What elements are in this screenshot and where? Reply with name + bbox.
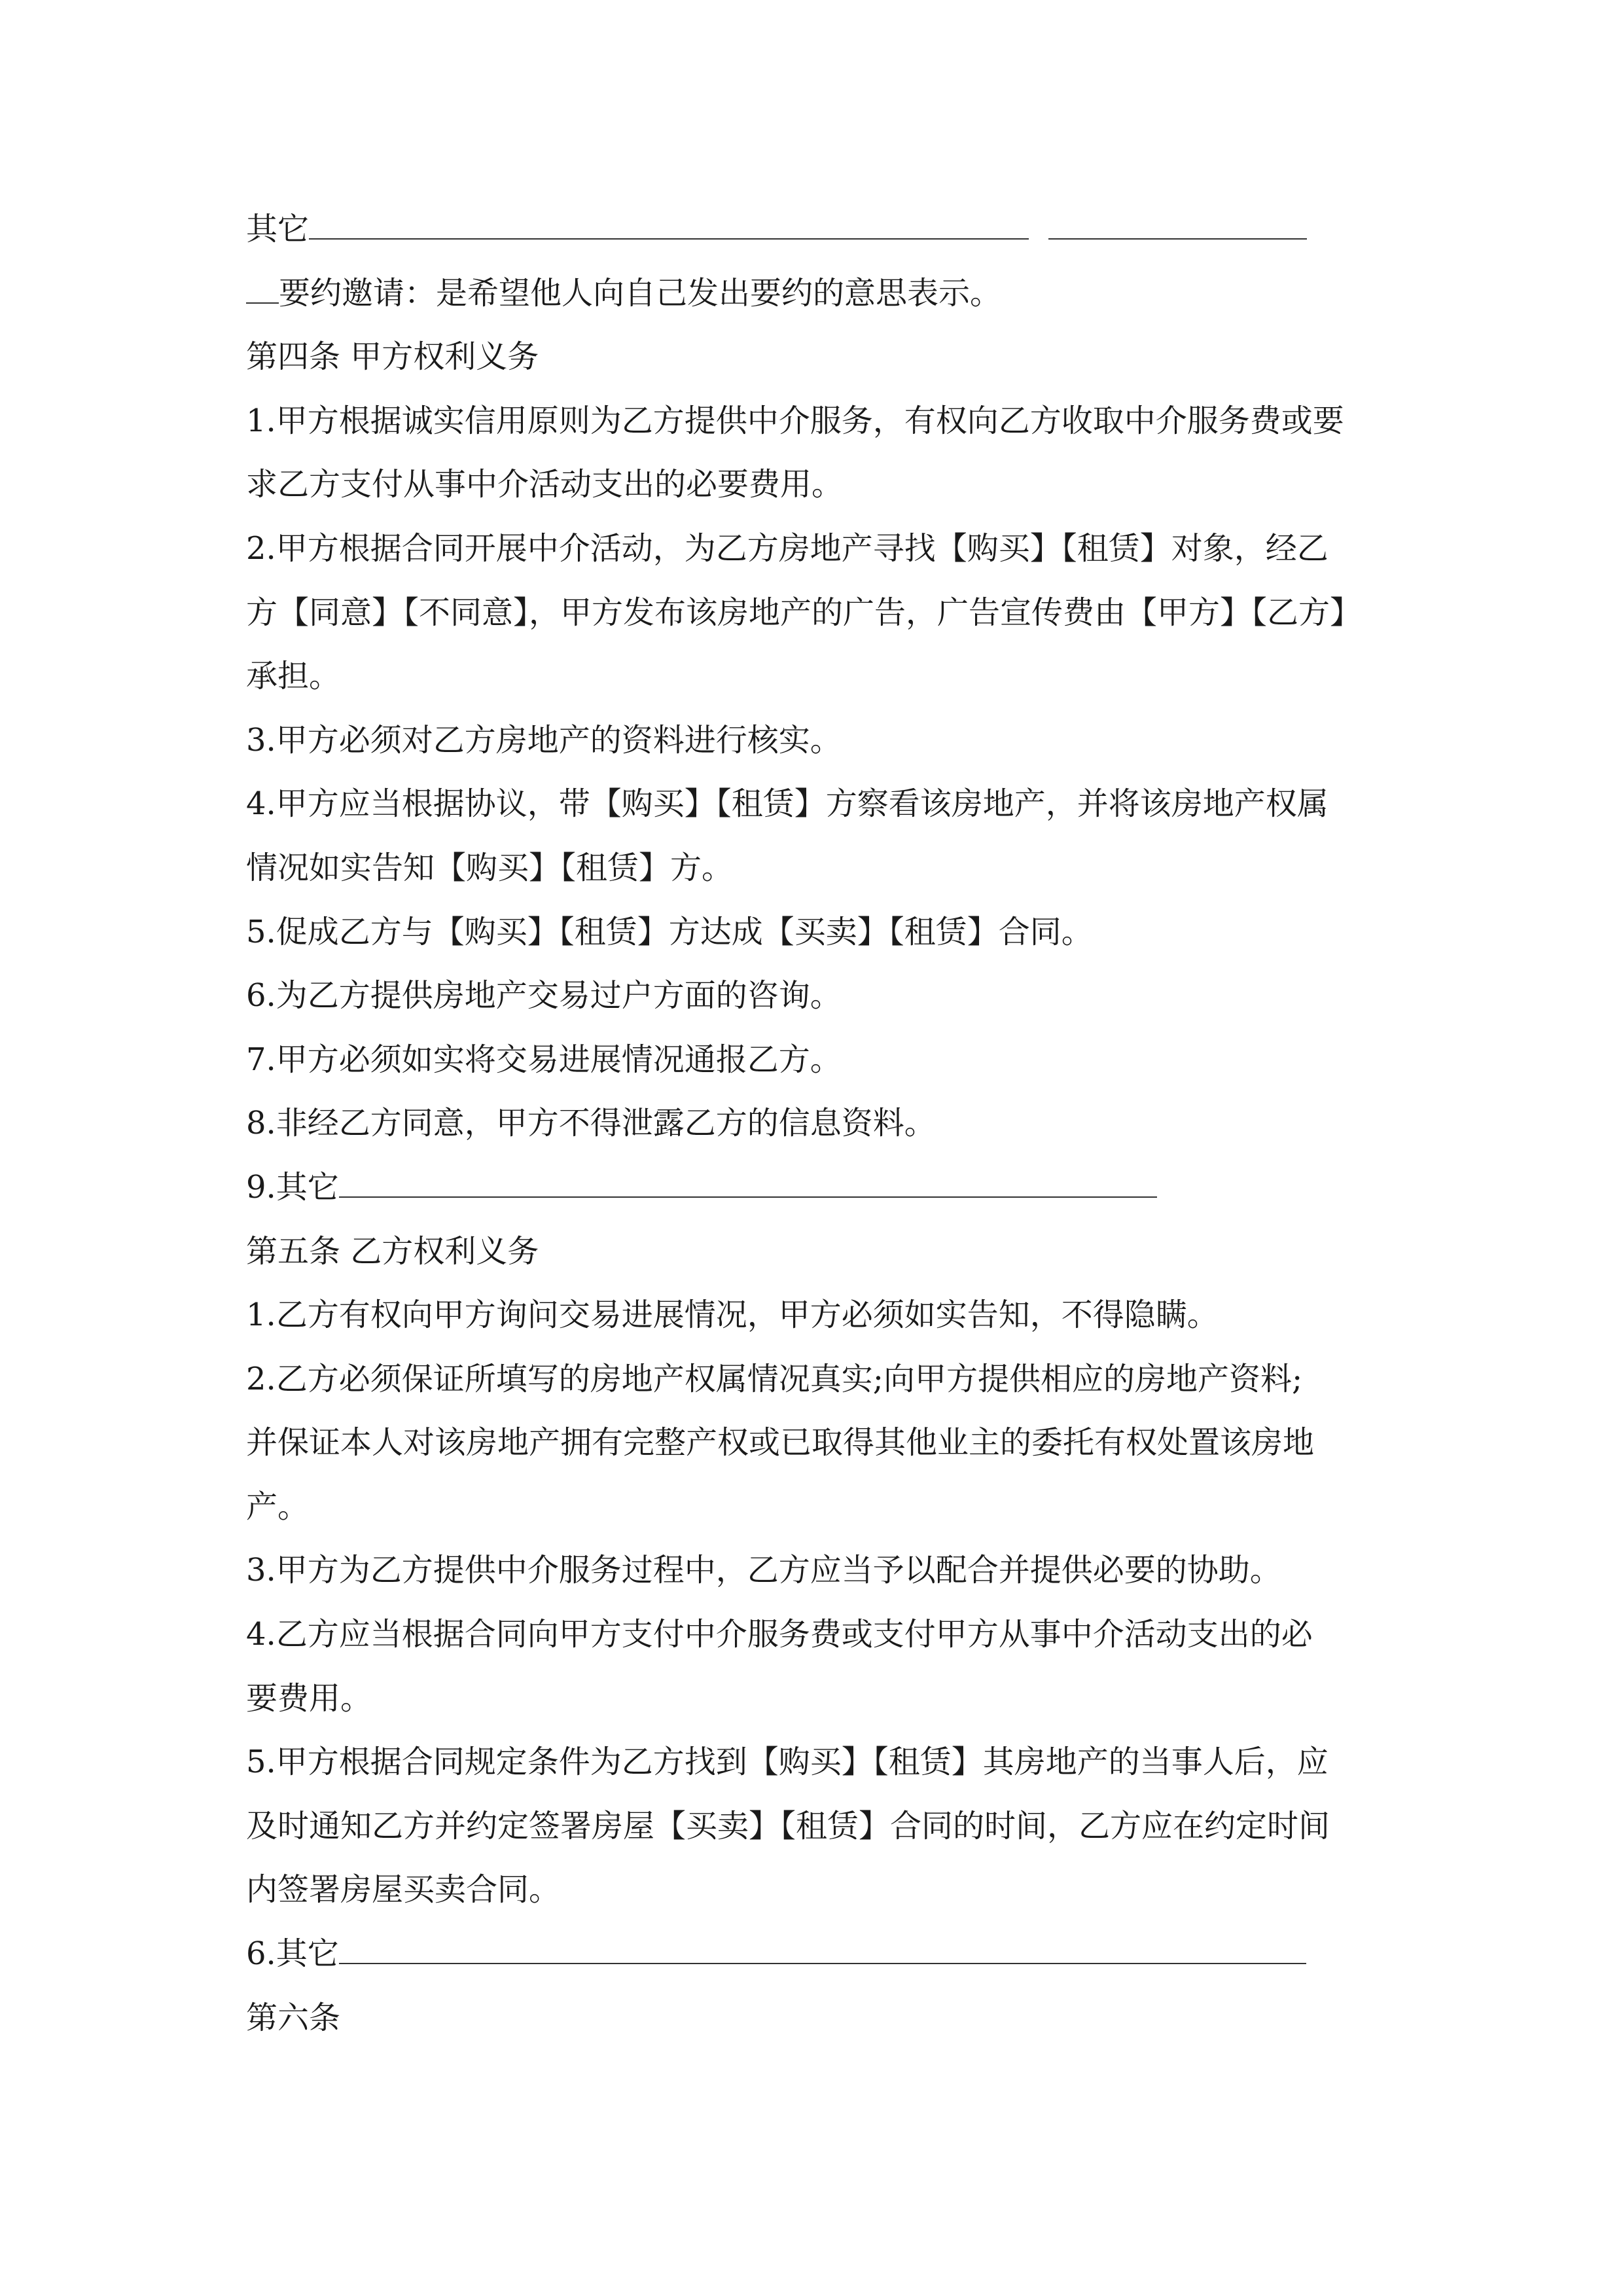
line-text: 4.乙方应当根据合同向甲方支付中介服务费或支付甲方从事中介活动支出的必	[246, 1616, 1313, 1653]
clause-line	[246, 964, 1404, 1028]
line-text: 9.其它	[246, 1168, 339, 1206]
line-text: 2.甲方根据合同开展中介活动，为乙方房地产寻找【购买】【租赁】对象，经乙	[246, 529, 1329, 567]
line-text: 2.乙方必须保证所填写的房地产权属情况真实;向甲方提供相应的房地产资料;	[246, 1360, 1303, 1397]
line-other	[246, 198, 1404, 262]
clause-line	[246, 772, 1404, 836]
line-text: 要约邀请：是希望他人向自己发出要约的意思表示。	[279, 274, 1002, 312]
line-text: 承担。	[246, 658, 341, 695]
clause-line	[246, 453, 1404, 517]
article-4-heading	[246, 325, 1404, 389]
line-text: 其它	[246, 211, 310, 247]
clause-line	[246, 645, 1404, 709]
line-text: 要费用。	[246, 1679, 372, 1717]
line-text: 7.甲方必须如实将交易进展情况通报乙方。	[246, 1041, 842, 1078]
clause-line	[246, 1795, 1404, 1859]
clause-line	[246, 1283, 1404, 1348]
clause-line	[246, 1731, 1404, 1795]
clause-line	[246, 517, 1404, 581]
line-text: 4.甲方应当根据协议，带【购买】【租赁】方察看该房地产，并将该房地产权属	[246, 785, 1329, 823]
clause-line	[246, 836, 1404, 901]
clause-line	[246, 1028, 1404, 1092]
fill-blank	[309, 200, 1029, 240]
line-text: 第五条 乙方权利义务	[246, 1232, 539, 1270]
clause-line-other	[246, 1156, 1404, 1220]
line-text: 6.其它	[246, 1935, 339, 1973]
line-text: 并保证本人对该房地产拥有完整产权或已取得其他业主的委托有权处置该房地	[246, 1424, 1315, 1462]
clause-line	[246, 1603, 1404, 1667]
line-text: 第六条	[246, 1999, 341, 2036]
clause-line	[246, 1858, 1404, 1922]
clause-line	[246, 581, 1404, 645]
clause-line	[246, 1348, 1404, 1412]
line-text: 情况如实告知【购买】【租赁】方。	[246, 849, 734, 886]
fill-blank	[339, 1925, 1306, 1964]
fill-blank	[339, 1158, 1157, 1198]
line-text: 3.甲方必须对乙方房地产的资料进行核实。	[246, 721, 842, 759]
clause-line	[246, 1092, 1404, 1156]
line-text: 1.乙方有权向甲方询问交易进展情况，甲方必须如实告知，不得隐瞒。	[246, 1297, 1219, 1334]
line-text: 6.为乙方提供房地产交易过户方面的咨询。	[246, 977, 842, 1014]
line-text: 5.甲方根据合同规定条件为乙方找到【购买】【租赁】其房地产的当事人后，应	[246, 1744, 1329, 1781]
article-5-heading	[246, 1220, 1404, 1284]
clause-line	[246, 1475, 1404, 1539]
fill-blank	[1048, 200, 1307, 240]
line-text: 5.促成乙方与【购买】【租赁】方达成【买卖】【租赁】合同。	[246, 913, 1093, 950]
line-text: 求乙方支付从事中介活动支出的必要费用。	[246, 466, 844, 503]
clause-line	[246, 901, 1404, 965]
line-text: 方【同意】【不同意】，甲方发布该房地产的广告，广告宣传费由【甲方】【乙方】	[246, 594, 1362, 631]
line-offer-invitation	[246, 262, 1404, 326]
line-text: 产。	[246, 1488, 310, 1525]
clause-line	[246, 1667, 1404, 1731]
clause-line-other	[246, 1922, 1404, 1986]
clause-line	[246, 1411, 1404, 1475]
clause-line	[246, 389, 1404, 454]
clause-line	[246, 709, 1404, 773]
document-body	[246, 198, 1404, 2050]
fill-blank	[246, 264, 279, 304]
article-6-heading	[246, 1986, 1404, 2051]
line-text: 8.非经乙方同意，甲方不得泄露乙方的信息资料。	[246, 1105, 936, 1142]
line-text: 内签署房屋买卖合同。	[246, 1871, 561, 1909]
line-text: 1.甲方根据诚实信用原则为乙方提供中介服务，有权向乙方收取中介服务费或要	[246, 402, 1344, 439]
line-text: 及时通知乙方并约定签署房屋【买卖】【租赁】合同的时间，乙方应在约定时间	[246, 1807, 1330, 1844]
clause-line	[246, 1539, 1404, 1603]
line-text: 第四条 甲方权利义务	[246, 338, 539, 376]
line-text: 3.甲方为乙方提供中介服务过程中，乙方应当予以配合并提供必要的协助。	[246, 1552, 1281, 1589]
